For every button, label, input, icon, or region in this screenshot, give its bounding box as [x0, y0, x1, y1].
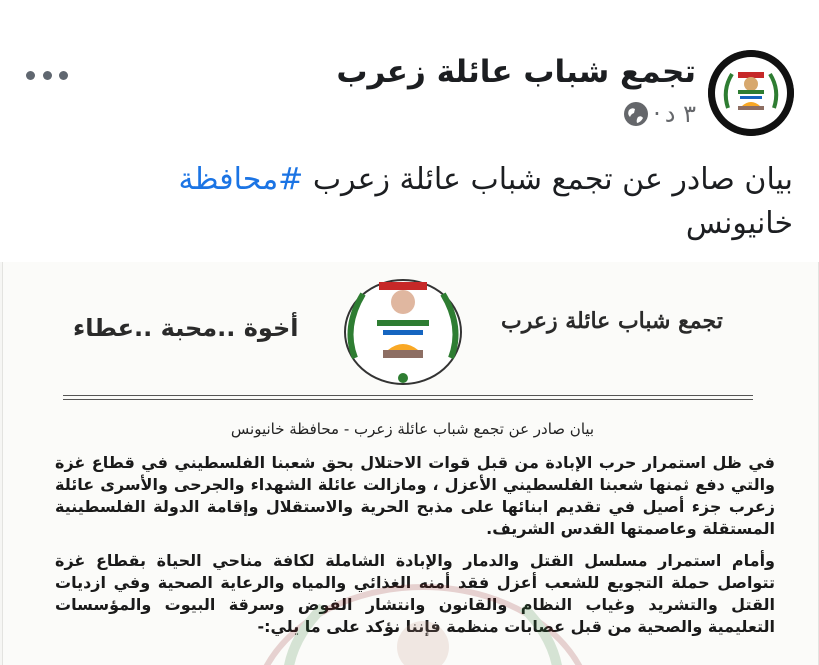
document-paragraph: في ظل استمرار حرب الإبادة من قبل قوات الاحتلال بحق شعبنا الفلسطيني في قطاع غزة والتي دفع ثمنها شعبنا الفلسطيني الأعزل ، ومازالت عائلة الشهداء والجرحى والأسرى عائلة زعرب جزء أصيل في تقديم ابنائها على مذبح الحرية والاستقلال وإقامة الدولة الفلسطينية المستقلة وعاصمتها القدس الشريف.: [55, 453, 775, 538]
more-options-button[interactable]: [26, 60, 68, 90]
document-paragraph: وأمام استمرار مسلسل القتل والدمار والإبادة الشاملة لكافة مناحي الحياة بقطاع غزة تتواصل حملة التجويع للشعب أعزل فقد أمنه الغذائي والمياه والرعاية الصحية وفي ازديات القتل والتشريد وغياب النظام والقانون وانتشار الفوض وسرقة البيوت والمؤسسات التعليمية والصحية من قبل عصابات منظمة فإننا نؤكد على ما يلي:-: [55, 551, 775, 636]
post-time[interactable]: ٣ د: [664, 100, 696, 128]
document-group-name: تجمع شباب عائلة زعرب: [501, 308, 723, 334]
more-horizontal-icon: [26, 71, 35, 80]
more-dot: [59, 71, 68, 80]
meta-separator: ·: [653, 100, 661, 128]
page-logo-icon: [708, 50, 794, 136]
hashtag-link[interactable]: #محافظة: [178, 162, 304, 197]
post-text-main: بيان صادر عن تجمع شباب عائلة زعرب: [303, 162, 793, 197]
page-avatar[interactable]: [708, 50, 794, 136]
page-name[interactable]: تجمع شباب عائلة زعرب: [336, 54, 696, 90]
post-image[interactable]: [0, 262, 819, 665]
document-page: [2, 262, 819, 665]
more-dot: [43, 71, 52, 80]
watermark-logo-icon: [233, 577, 613, 665]
document-title: بيان صادر عن تجمع شباب عائلة زعرب - محافظة خانيونس: [230, 420, 595, 438]
post-text: [93, 158, 793, 246]
document-divider: [63, 395, 753, 400]
post-meta: [623, 100, 696, 128]
globe-icon[interactable]: [623, 101, 649, 127]
document-slogan: أخوة ..محبة ..عطاء: [73, 314, 299, 342]
document-logo-icon: [333, 272, 473, 392]
post-text-continuation: خانيونس: [685, 206, 793, 241]
